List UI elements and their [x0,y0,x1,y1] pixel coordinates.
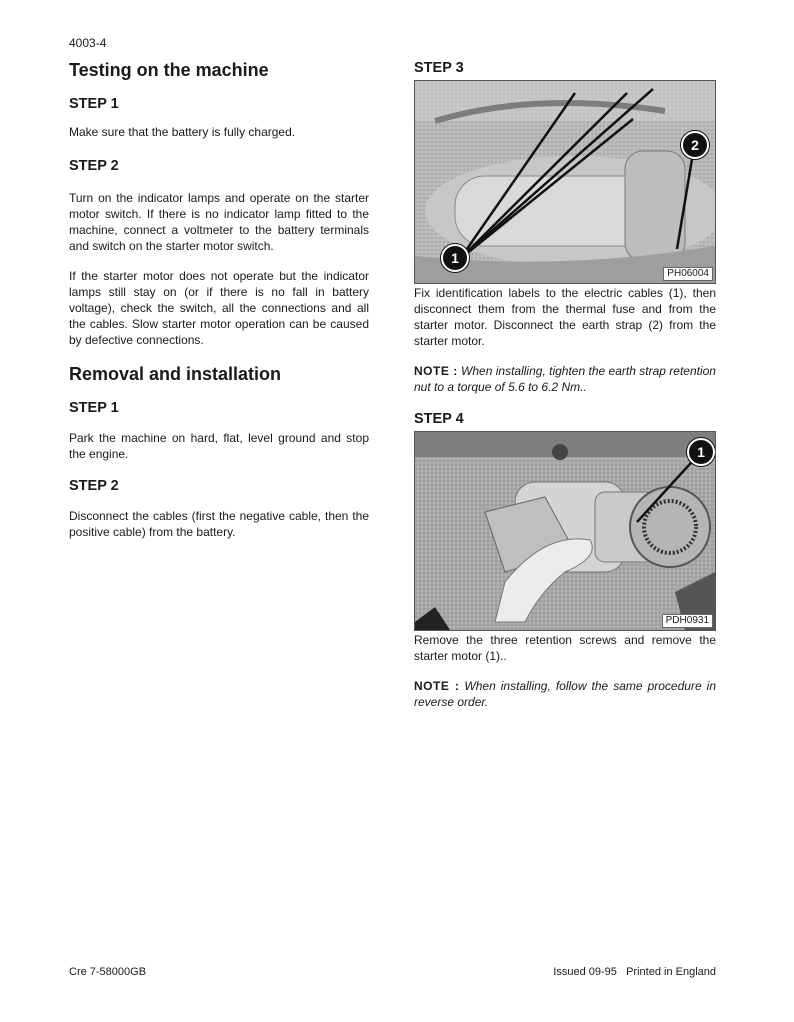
step3-photo [414,80,716,284]
step4-note-label: NOTE : [414,679,460,693]
right-column [414,58,716,710]
step3-figure-code: PH06004 [663,267,713,281]
step3-note [414,363,716,395]
footer-issue-info [553,966,716,978]
section-title-removal: Removal and installation [69,364,282,384]
testing-step2-heading: STEP 2 [69,158,119,174]
footer-issued: Issued 09-95 [553,966,617,978]
removal-step2-text: Disconnect the cables (first the negative cable, then the positive cable) from the battery. [69,509,369,539]
testing-step2-text-1: Turn on the indicator lamps and operate on the starter motor switch. If there is no indicator lamp fitted to the machine, connect a voltmeter to the battery terminals and switch on the starter motor switch. [69,191,369,253]
page-number: 4003-4 [69,36,107,50]
step4-callout-1: 1 [687,438,715,466]
step3-caption: Fix identification labels to the electric cables (1), then disconnect them from the thermal fuse and from the starter motor. Disconnect the earth strap (2) from the starter motor. [414,286,716,348]
testing-step2-text-2: If the starter motor does not operate but the indicator lamps still stay on (or if there is no fall in battery voltage), check the switch, all the connections and all the cables. Slow starter motor operation can be caused by defective connections. [69,269,369,347]
step4-heading: STEP 4 [414,411,464,427]
step3-callout-2: 2 [681,131,709,159]
step4-note [414,678,716,710]
removal-step1-text: Park the machine on hard, flat, level ground and stop the engine. [69,431,369,461]
step4-figure-code: PDH0931 [662,614,713,628]
footer-printed: Printed in England [626,966,716,978]
step4-photo [414,431,716,631]
testing-step1-text: Make sure that the battery is fully charged. [69,125,296,139]
step3-note-text: When installing, tighten the earth strap retention nut to a torque of 5.6 to 6.2 Nm.. [414,364,716,394]
section-title-testing: Testing on the machine [69,60,269,80]
step3-note-label: NOTE : [414,364,458,378]
testing-step1-heading: STEP 1 [69,96,119,112]
step3-heading: STEP 3 [414,60,464,76]
step4-note-text: When installing, follow the same procedure in reverse order. [414,679,716,709]
step3-callout-1: 1 [441,244,469,272]
removal-step1-heading: STEP 1 [69,400,119,416]
footer-doc-code: Cre 7-58000GB [69,966,147,978]
step4-caption: Remove the three retention screws and remove the starter motor (1).. [414,633,716,663]
removal-step2-heading: STEP 2 [69,478,119,494]
left-column [69,58,369,540]
step4-photo-illustration [415,432,715,630]
